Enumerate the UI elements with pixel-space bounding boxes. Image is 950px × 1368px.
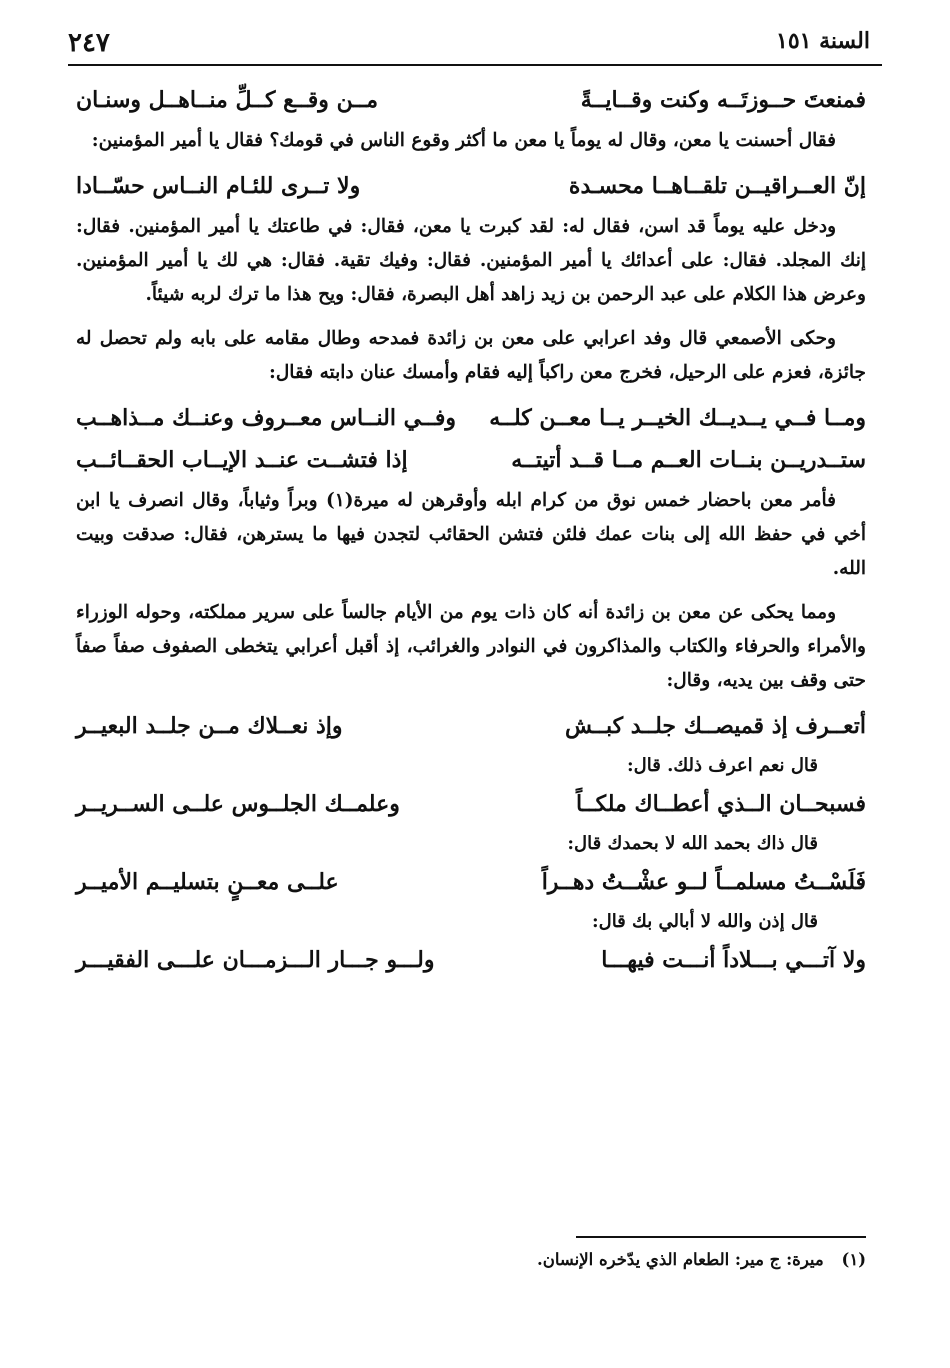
- page-number: ٢٤٧: [68, 28, 110, 58]
- verse-line: [76, 442, 866, 478]
- verse-second-hemistich: ولـــو جـــار الـــزمـــان علـــى الفقيـــر: [76, 947, 435, 973]
- verse-second-hemistich: وفــي النــاس معــروف وعنــك مــذاهــب: [76, 405, 457, 431]
- verse-second-hemistich: علــى معــنٍ بتسليــم الأميــر: [76, 869, 339, 895]
- verse-first-hemistich: فمنعتَ حــوزتَــه وكنت وقــايــةً: [580, 87, 866, 113]
- verse-first-hemistich: ولا آتـــي بـــلاداً أنـــت فيهـــا: [601, 947, 866, 973]
- verse-first-hemistich: أتعــرف إذ قميصــك جلــد كبــش: [565, 713, 866, 739]
- verse-second-hemistich: مــن وقــع كــلِّ منــاهــل وسنـان: [76, 87, 378, 113]
- page-body: [76, 78, 866, 984]
- verse-second-hemistich: وعلمــك الجلــوس علــى الســريــر: [76, 791, 400, 817]
- verse-first-hemistich: فسبحــان الــذي أعطــاك ملكــاً: [575, 791, 866, 817]
- dialogue-line: قال ذاك بحمد الله لا بحمدك قال:: [567, 833, 818, 854]
- prose-paragraph: وحكى الأصمعي قال وفد اعرابي على معن بن زائدة فمدحه وطال مقامه على بابه ولم تحصل له جائزة، فعزم على الرحيل، فخرج معن راكباً إليه فقام وأمسك عنان دابته فقال:: [76, 328, 866, 383]
- verse-line: [76, 708, 866, 744]
- footnote-text: ميرة: ج مير: الطعام الذي يدّخره الإنسان.: [537, 1250, 824, 1269]
- prose-paragraph: ومما يحكى عن معن بن زائدة أنه كان ذات يوم من الأيام جالساً على سرير مملكته، وحوله الوزراء والأمراء والحرفاء والكتاب والمذاكرون في النوادر والغرائب، إذ أقبل أعرابي يتخطى الصفوف صفاً صفاً حتى وقف بين يديه، وقال:: [76, 602, 866, 691]
- dialogue-line: قال نعم اعرف ذلك. قال:: [627, 755, 818, 776]
- footnote-marker: (١): [841, 1250, 866, 1269]
- verse-line: [76, 168, 866, 204]
- prose-paragraph: ودخل عليه يوماً قد اسن، فقال له: لقد كبرت يا معن، فقال: في طاعتك يا أمير المؤمنين. فقال: إنك المجلد. فقال: على أعدائك يا أمير المؤمنين. فقال: وفيك تقية. فقال: هي لك يا أمير المؤمنين. وعرض هذا الكلام على عبد الرحمن بن زيد زاهد أهل البصرة، فقال: ويح هذا ما ترك لربه شيئاً.: [76, 216, 866, 305]
- verse-first-hemistich: فَلَسْــتُ مسلمــاً لــو عشْــتُ دهــراً: [541, 869, 866, 895]
- verse-line: [76, 942, 866, 978]
- verse-line: [76, 400, 866, 436]
- verse-line: [76, 786, 866, 822]
- verse-line: [76, 82, 866, 118]
- verse-first-hemistich: إنّ العــراقيــن تلقــاهــا محسـدة: [568, 173, 866, 199]
- verse-first-hemistich: ستــدريــن بنــات العــم مــا قــد أتيتــه: [511, 447, 866, 473]
- dialogue-line: قال إذن والله لا أبالي بك قال:: [591, 911, 818, 932]
- verse-second-hemistich: ولا تــرى للئـام النــاس حسّــادا: [76, 173, 361, 199]
- page-header: [68, 28, 882, 66]
- prose-paragraph: فقال أحسنت يا معن، وقال له يوماً يا معن ما أكثر وقوع الناس في قومك؟ فقال يا أمير المؤمنين:: [91, 130, 836, 151]
- verse-second-hemistich: وإذ نعــلاك مــن جلــد البعيــر: [76, 713, 343, 739]
- verse-first-hemistich: ومــا فــي يــديــك الخيــر يــا معــن كلــه: [489, 405, 866, 431]
- running-head: السنة ١٥١: [776, 28, 870, 54]
- verse-line: [76, 864, 866, 900]
- prose-paragraph: فأمر معن باحضار خمس نوق من كرام ابله وأوقرهن له ميرة(١) وبراً وثياباً، وقال انصرف يا ابن أخي في حفظ الله إلى بنات عمك فلئن فتشن الحقائب لتجدن فيها ما يسترهن، فقال: صدقت وبيت الله.: [76, 490, 866, 579]
- footnote: [76, 1250, 866, 1269]
- verse-second-hemistich: إذا فتشــت عنــد الإيــاب الحقــائــب: [76, 447, 408, 473]
- footnote-divider: [576, 1236, 866, 1238]
